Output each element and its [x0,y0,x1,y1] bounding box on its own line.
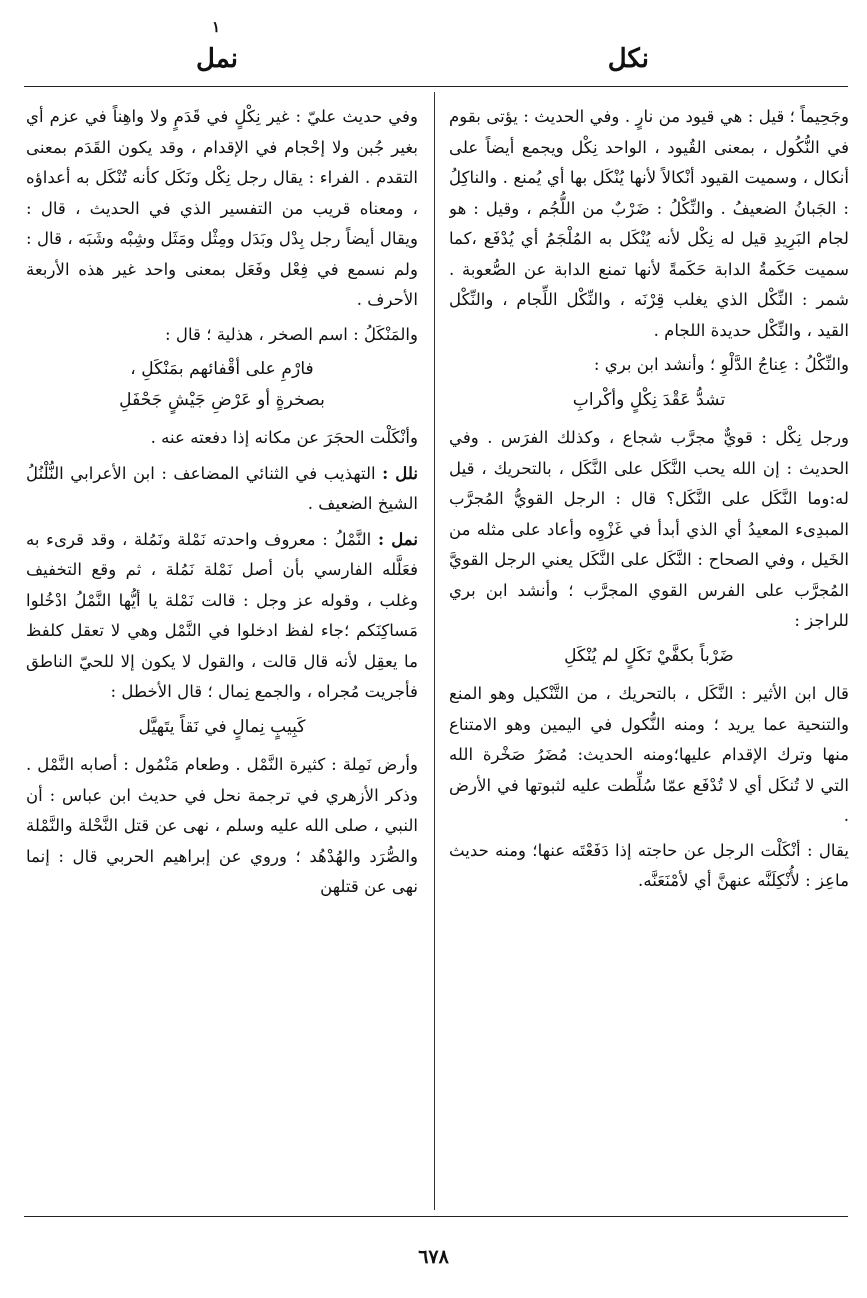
bottom-rule [24,1216,848,1217]
entry-headword: نمل : [377,528,418,549]
entry-text: التهذيب في الثنائي المضاعف : ابن الأعرابي النُّلْنُلُ الشيخ الضعيف . [26,463,418,513]
verse-line: تشدُّ عَقْدَ نِكْلٍ وأكْرابِ [572,389,726,410]
entry-paragraph: يقال : أنْكَلْت الرجل عن حاجته إذا دَفَعْتَه عنها؛ ومنه حديث ماعِز : لأُنْكِلَنَّه عنهنَّ أي لأمْنَعَنَّه. [449,840,849,890]
entry-paragraph: وأنْكَلْت الحجَرَ عن مكانه إذا دفعته عنه . [150,428,418,447]
entry-text: النَّمْلُ : معروف واحدته نَمْلة ونَمُلة ، وقد قرىء به فعَلَّله الفارسي بأن أصل نَمْلة نَمُلة ، ثم وقع التخفيف وغلب ، وقوله عز وجل : قالت نَمْلة يا أيُّها النَّمْلُ ادْخُلوا مَساكِنَكم ؛جاء لفظ ادخلوا في النَّمْل وهي لا تعقل كلفظ ما يعقِل لأنه قال قالت ، والقول لا يكون إلا للحيّ الناطق فأجريت مُجراه ، والجمع نِمال ؛ قال الأخطل : [26,529,418,701]
entry-paragraph [26,458,418,520]
header-root-word-right: نكل [607,44,649,74]
header-root-word-left: نمل [196,44,238,74]
entry-paragraph: وأرض نَمِلة : كثيرة النَّمْل . وطعام مَنْمُول : أصابه النَّمْل . وذكر الأزهري في ترجمة نحل في حديث ابن عباس : أن النبي ، صلى الله عليه وسلم ، نهى عن قتل النَّحْلة والنَّمْلة والصُّرَد والهُدْهُد ؛ وروي عن إبراهيم الحربي قال : إنما نهى عن قتلهن [26,755,418,896]
verse-line: فارْمِ على أقْفائهم بمَنْكَلِ ، [130,359,314,379]
verse-line: ضَرْباً بكفَّيْ نَكَلٍ لم يُنْكَلِ [564,645,734,666]
entry-paragraph [26,524,418,708]
entry-paragraph: وجَحِيماً ؛ قيل : هي قيود من نارٍ . وفي الحديث : يؤتى بقوم في النُّكُول ، بمعنى القُيود ، الواحد نِكْل ويجمع أيضاً على أنكال ، وسميت القيود أنْكالاً لأنها يُنْكَل بها أي يُمنع . والناكِلُ : الجَبانُ الضعيفُ . والنِّكْلُ : ضَرْبٌ من اللُّجُم ، وقيل : هو لجام البَرِيدِ قيل له نِكْل لأنه يُنْكَل به المُلْجَمُ أي يُدْفَع ،كما سميت حَكَمةُ الدابة حَكَمةً لأنها تمنع الدابة عن الصُّعوبة . شمر : النِّكْل الذي يغلب قِرْنَه ، والنِّكْل اللِّجام ، والنِّكْل القيد ، والنِّكْل حديدة اللجام . [449,107,849,340]
entry-paragraph: والمَنْكَلُ : اسم الصخر ، هذلية ؛ قال : [165,324,418,344]
entry-headword: نلل : [382,462,418,483]
column-divider [434,92,435,1210]
entry-paragraph: والنِّكْلُ : عِناجُ الدَّلْوِ ؛ وأنشد ابن بري : [593,355,849,374]
verse-block [26,354,418,415]
page-number: ٦٧٨ [418,1246,449,1268]
top-rule [24,86,848,87]
entry-paragraph: ورجل نِكْل : قويٌّ مجرَّب شجاع ، وكذلك الفرَس . وفي الحديث : إن الله يحب النَّكَل على النَّكَل ، بالتحريك ، قيل له:وما النَّكَل على النَّكَل؟ قال : الرجل القويُّ المُجرَّب المبدِىء المعيدُ أي الذي أبدأ في غَزْوِه وأعاد على مثله من الخَيل ، وفي الصحاح : النَّكَل على النَّكَل يعني الرجل القويَّ المُجرَّب على الفرس القوي المجرَّب ؛ وأنشد ابن بري للراجز : [449,428,849,630]
header-left-mark: ١ [212,18,221,36]
right-column [449,102,849,1210]
verse-line: كَبِيبٍ نِمالٍ في نَقاً يتَهيَّل [138,716,306,737]
entry-paragraph: قال ابن الأثير : النَّكَل ، بالتحريك ، من التَّنْكيل وهو المنع والتنحية عما يريد ؛ ومنه النُّكول في اليمين وهو الامتناع منها وترك الإقدام عليها؛ومنه الحديث: مُضَرُ صَخْرة الله التي لا تُنكَل أي لا تُدْفَع عمّا سُلِّطت عليه لثبوتها في الأرض . [449,684,849,825]
left-column [26,102,418,1210]
verse-line: بصخرةٍ أو عَرْضِ جَيْشٍ جَحْفَلِ [119,389,325,410]
entry-paragraph: وفي حديث عليّ : غير نِكْلٍ في قَدَمٍ ولا واهِناً في عزم أي بغير جُبن ولا إحْجام في الإقدام ، وقد يكون القَدَم بمعنى التقدم . الفراء : يقال رجل نِكْل ونَكَل كأنه تُنْكَل به أعداؤه ، ومعناه قريب من التفسير الذي في الحديث ، قال : ويقال أيضاً رجل بِدْل وبَدَل ومِثْل ومَثَل وشِبْه وشَبَه ، قال : ولم نسمع في فِعْل وفَعَل بمعنى واحد غير هذه الأربعة الأحرف . [26,107,418,309]
